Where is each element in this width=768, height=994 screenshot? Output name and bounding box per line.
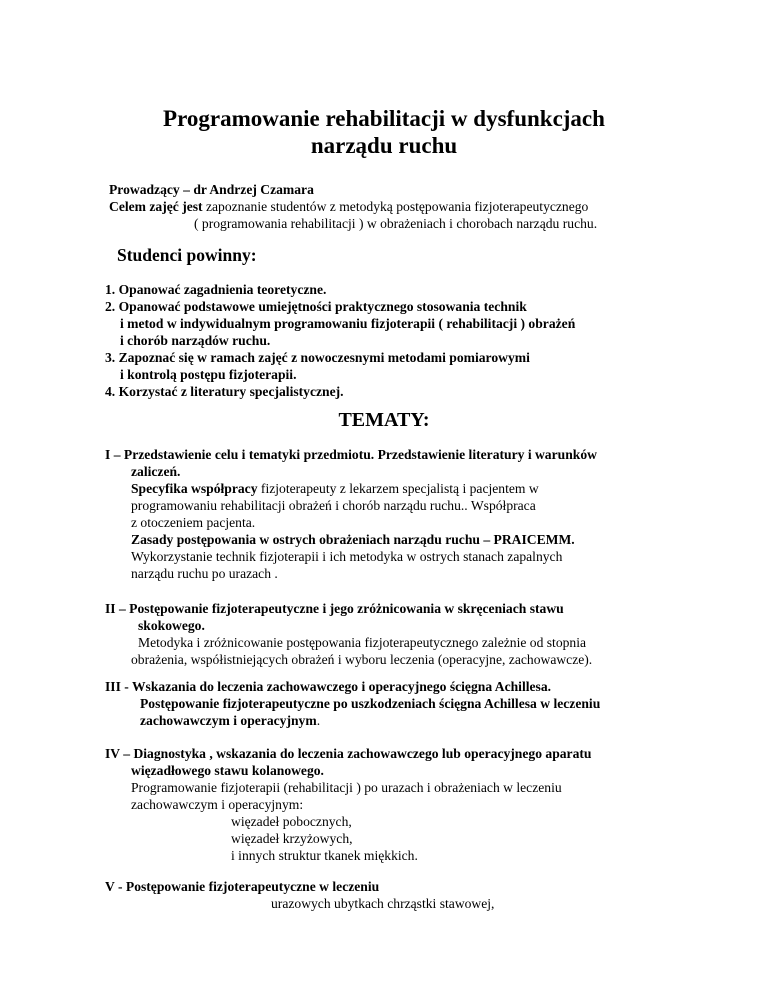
topic-4-list-item: więzadeł pobocznych, — [231, 814, 352, 829]
topic-2-title-cont: skokowego. — [138, 618, 205, 633]
students-heading: Studenci powinny: — [117, 245, 257, 265]
students-item: 2. Opanować podstawowe umiejętności praktycznego stosowania technik — [105, 299, 527, 314]
topics-heading: TEMATY: — [338, 409, 430, 431]
topic-1-line: narządu ruchu po urazach . — [131, 566, 278, 581]
topic-3-title: III - Wskazania do leczenia zachowawczego i operacyjnego ścięgna Achillesa. — [105, 679, 552, 694]
topic-2-line: Metodyka i zróżnicowanie postępowania fizjoterapeutycznego zależnie od stopnia — [138, 635, 587, 650]
topic-4-line: Programowanie fizjoterapii (rehabilitacji ) po urazach i obrażeniach w leczeniu — [131, 780, 562, 795]
topic-1-line: programowaniu rehabilitacji obrażeń i chorób narządu ruchu.. Współpraca — [131, 498, 536, 513]
topic-1-title-cont: zaliczeń. — [131, 464, 181, 479]
topic-3-line-bold: zachowawczym i operacyjnym — [140, 713, 317, 728]
topic-1-cooperation-label: Specyfika współpracy — [131, 481, 258, 496]
topic-5-line: urazowych ubytkach chrząstki stawowej, — [271, 896, 495, 911]
lecturer-line: Prowadzący – dr Andrzej Czamara — [109, 182, 314, 197]
topic-1-line: z otoczeniem pacjenta. — [131, 515, 256, 530]
topic-1-cooperation-text: fizjoterapeuty z lekarzem specjalistą i pacjentem w — [257, 481, 539, 496]
topic-4-list-item: więzadeł krzyżowych, — [231, 831, 353, 846]
topic-4-line: zachowawczym i operacyjnym: — [131, 797, 304, 812]
document-title-line-1: Programowanie rehabilitacji w dysfunkcjach — [163, 106, 605, 131]
topic-1-line: Zasady postępowania w ostrych obrażeniach narządu ruchu – PRAICEMM. — [131, 532, 575, 547]
students-item: i metod w indywidualnym programowaniu fizjoterapii ( rehabilitacji ) obrażeń — [120, 316, 576, 331]
document-title-line-2: narządu ruchu — [310, 133, 458, 158]
aim-line — [109, 198, 588, 215]
topic-4-title: IV – Diagnostyka , wskazania do leczenia zachowawczego lub operacyjnego aparatu — [105, 746, 592, 761]
aim-line-continued: ( programowania rehabilitacji ) w obrażeniach i chorobach narządu ruchu. — [194, 216, 598, 231]
aim-label: Celem zajęć jest — [109, 199, 203, 214]
topic-3-line: Postępowanie fizjoterapeutyczne po uszkodzeniach ścięgna Achillesa w leczeniu — [140, 696, 601, 711]
topic-1-line — [131, 480, 539, 497]
topic-3-line — [140, 712, 320, 729]
topic-2-line: obrażenia, współistniejących obrażeń i wyboru leczenia (operacyjne, zachowawcze). — [131, 652, 593, 667]
students-item: 1. Opanować zagadnienia teoretyczne. — [105, 282, 327, 297]
students-item: i chorób narządów ruchu. — [120, 333, 271, 348]
aim-text: zapoznanie studentów z metodyką postępowania fizjoterapeutycznego — [202, 199, 589, 214]
topic-4-title-cont: więzadłowego stawu kolanowego. — [131, 763, 324, 778]
topic-1-line: Wykorzystanie technik fizjoterapii i ich metodyka w ostrych stanach zapalnych — [131, 549, 563, 564]
topic-5-title: V - Postępowanie fizjoterapeutyczne w leczeniu — [105, 879, 380, 894]
topic-4-list-item: i innych struktur tkanek miękkich. — [231, 848, 418, 863]
students-item: i kontrolą postępu fizjoterapii. — [120, 367, 297, 382]
students-item: 4. Korzystać z literatury specjalistycznej. — [105, 384, 344, 399]
topic-2-title: II – Postępowanie fizjoterapeutyczne i jego zróżnicowania w skręceniach stawu — [105, 601, 564, 616]
students-item: 3. Zapoznać się w ramach zajęć z nowoczesnymi metodami pomiarowymi — [105, 350, 530, 365]
topic-1-title: I – Przedstawienie celu i tematyki przedmiotu. Przedstawienie literatury i warunków — [105, 447, 597, 462]
topic-3-line-period: . — [316, 713, 321, 728]
